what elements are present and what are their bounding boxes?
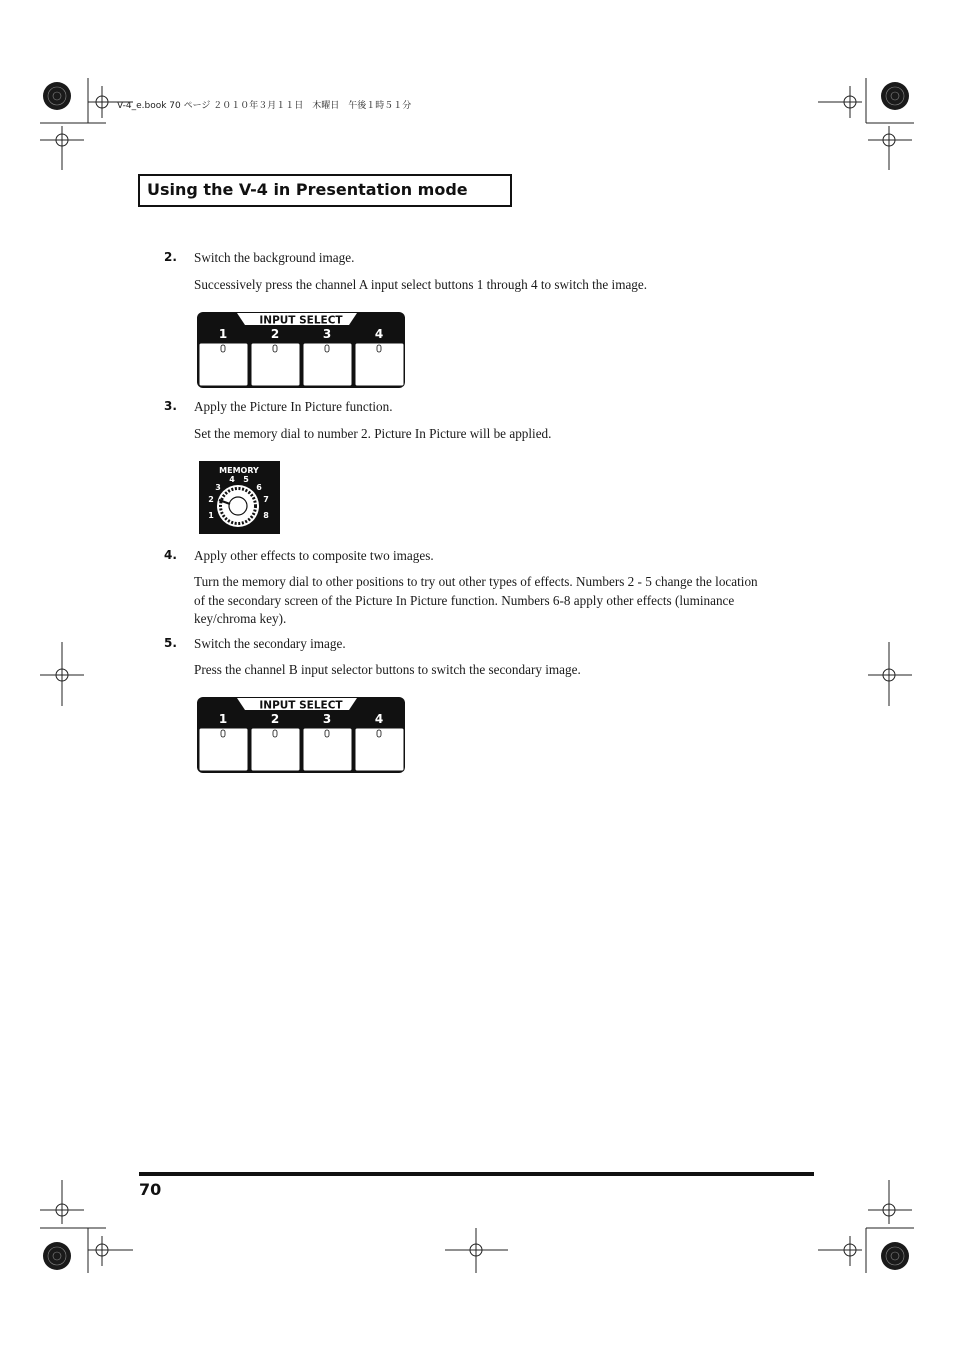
input-select-panel-a — [197, 312, 405, 388]
step-text: Switch the background image. — [194, 250, 355, 265]
button-number: 3 — [322, 712, 332, 726]
step-detail: Press the channel B input selector buttons to switch the secondary image. — [194, 662, 581, 677]
button-number: 3 — [322, 327, 332, 341]
dial-position: 6 — [256, 483, 262, 492]
button-number: 2 — [270, 712, 280, 726]
section-title: Using the V-4 in Presentation mode — [147, 180, 468, 199]
led-indicator-icon — [221, 345, 225, 352]
footer-rule — [139, 1172, 814, 1176]
step-text: Apply the Picture In Picture function. — [194, 399, 393, 414]
panel-label: INPUT SELECT — [259, 699, 343, 712]
dial-position: 8 — [263, 511, 269, 520]
dial-position: 7 — [263, 495, 269, 504]
dial-position: 2 — [208, 495, 214, 504]
led-indicator-icon — [325, 345, 329, 352]
led-indicator-icon — [377, 345, 381, 352]
page-number: 70 — [139, 1180, 162, 1199]
print-header-meta: V-4_e.book 70 ページ ２０１０年３月１１日 木曜日 午後１時５１分 — [117, 101, 412, 111]
led-indicator-icon — [377, 730, 381, 737]
step-text: Apply other effects to composite two images. — [194, 548, 434, 563]
button-number: 4 — [374, 712, 384, 726]
dial-position: 4 — [229, 475, 235, 484]
led-indicator-icon — [273, 345, 277, 352]
led-indicator-icon — [273, 730, 277, 737]
button-number: 1 — [218, 712, 228, 726]
step-number: 4. — [164, 548, 177, 562]
dial-position: 5 — [243, 475, 249, 484]
input-select-panel-b — [197, 697, 405, 773]
dial-position: 1 — [208, 511, 214, 520]
button-number: 2 — [270, 327, 280, 341]
step-number: 2. — [164, 250, 177, 264]
button-number: 1 — [218, 327, 228, 341]
led-indicator-icon — [221, 730, 225, 737]
step-detail: Successively press the channel A input select buttons 1 through 4 to switch the image. — [194, 277, 648, 292]
step-detail: Set the memory dial to number 2. Picture In Picture will be applied. — [194, 426, 552, 441]
led-indicator-icon — [325, 730, 329, 737]
memory-dial-panel — [199, 461, 280, 534]
button-number: 4 — [374, 327, 384, 341]
section-title-box — [138, 174, 512, 207]
step-number: 5. — [164, 636, 177, 650]
step-number: 3. — [164, 399, 177, 413]
step-text: Switch the secondary image. — [194, 636, 346, 651]
dial-label: MEMORY — [219, 466, 259, 475]
panel-label: INPUT SELECT — [259, 314, 343, 327]
step-detail: Turn the memory dial to other positions to try out other types of effects. Numbers 2 - 5 change the location of the secondary screen of the Picture In Picture function. Numbers 6-8 apply other effects (luminance key/chroma key). — [194, 574, 758, 627]
dial-position: 3 — [215, 483, 221, 492]
